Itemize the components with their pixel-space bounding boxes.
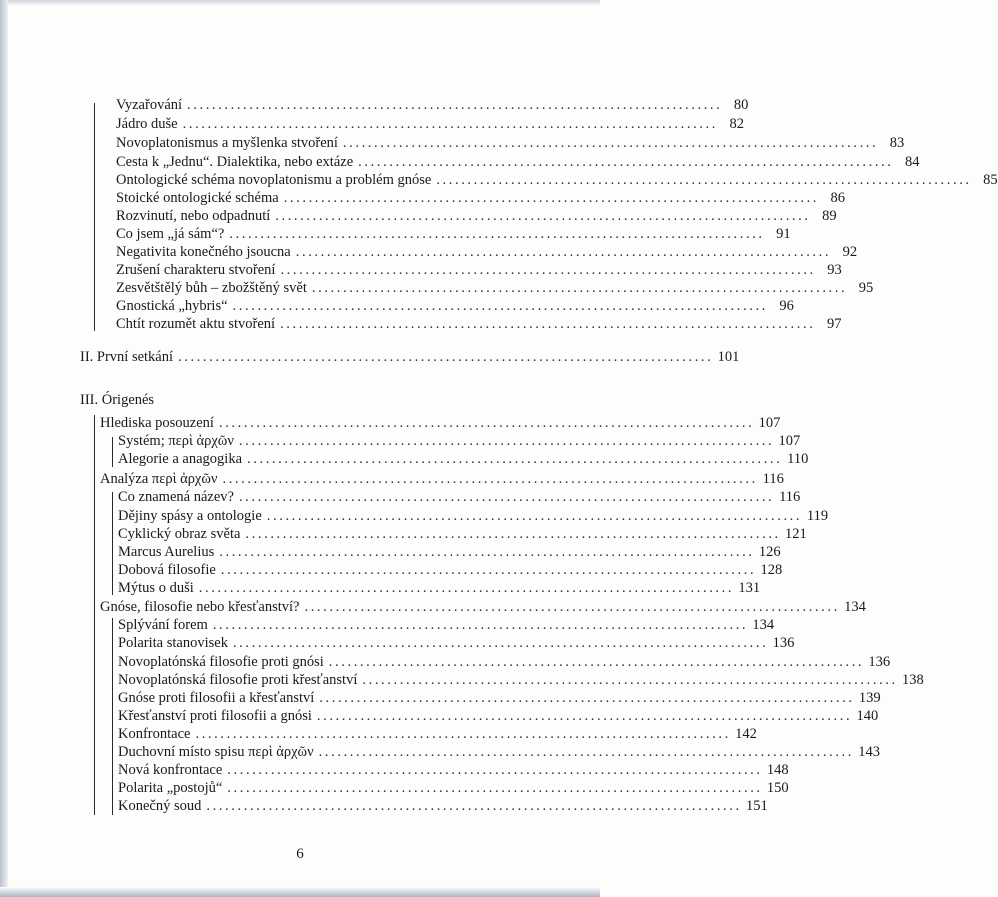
entry-title: Novoplatónská filosofie proti křesťanství bbox=[118, 672, 358, 688]
dot-leader: ...................................................................................... bbox=[238, 433, 775, 449]
dot-leader: ...................................................................................... bbox=[342, 135, 879, 151]
dot-leader: ...................................................................................... bbox=[227, 780, 763, 796]
entry-title: Splývání forem bbox=[118, 617, 208, 633]
dot-leader: ...................................................................................... bbox=[295, 244, 832, 260]
section-bracket-line bbox=[94, 415, 95, 815]
entry-page: 136 bbox=[868, 654, 891, 670]
toc-entry[interactable] bbox=[118, 561, 783, 579]
toc-entry[interactable] bbox=[118, 707, 879, 725]
entry-page: 96 bbox=[779, 298, 794, 314]
dot-leader: ...................................................................................... bbox=[275, 208, 811, 224]
entry-page: 151 bbox=[745, 798, 768, 814]
dot-leader: ...................................................................................... bbox=[219, 544, 755, 560]
toc-entry[interactable] bbox=[116, 134, 905, 152]
entry-page: 89 bbox=[822, 208, 837, 224]
entry-page: 138 bbox=[901, 672, 924, 688]
dot-leader: ...................................................................................... bbox=[436, 172, 972, 188]
dot-leader: ...................................................................................... bbox=[247, 451, 783, 467]
toc-entry[interactable] bbox=[118, 634, 795, 652]
entry-title: Polarita „postojů“ bbox=[118, 780, 223, 796]
toc-entry[interactable] bbox=[116, 207, 837, 225]
entry-title: Ontologické schéma novoplatonismu a problém gnóse bbox=[116, 172, 432, 188]
dot-leader: ...................................................................................... bbox=[232, 298, 768, 314]
dot-leader: ...................................................................................... bbox=[232, 635, 769, 651]
dot-leader: ...................................................................................... bbox=[238, 489, 775, 505]
toc-entry[interactable] bbox=[118, 543, 781, 561]
toc-entry[interactable] bbox=[118, 507, 829, 525]
entry-title: Gnostická „hybris“ bbox=[116, 298, 228, 314]
toc-entry[interactable] bbox=[118, 525, 807, 543]
subsection-bracket-line bbox=[112, 618, 113, 815]
dot-leader: ...................................................................................... bbox=[304, 599, 840, 615]
toc-entry[interactable] bbox=[118, 797, 768, 815]
entry-page: 107 bbox=[758, 415, 781, 431]
entry-title: Co znamená název? bbox=[118, 489, 234, 505]
entry-page: 107 bbox=[778, 433, 801, 449]
toc-entry[interactable] bbox=[118, 761, 789, 779]
entry-title: Gnóse, filosofie nebo křesťanství? bbox=[100, 599, 300, 615]
toc-chapter[interactable] bbox=[80, 348, 740, 366]
toc-entry[interactable] bbox=[116, 297, 794, 315]
entry-title: Nová konfrontace bbox=[118, 762, 223, 778]
entry-page: 119 bbox=[806, 508, 829, 524]
entry-title: Cyklický obraz světa bbox=[118, 526, 241, 542]
toc-entry[interactable] bbox=[118, 725, 757, 743]
toc-section[interactable] bbox=[100, 470, 784, 488]
entry-page: 95 bbox=[858, 280, 874, 296]
toc-entry[interactable] bbox=[118, 579, 761, 597]
entry-title: Zesvětštělý bůh – zbožštěný svět bbox=[116, 280, 307, 296]
entry-page: 93 bbox=[827, 262, 842, 278]
dot-leader: ...................................................................................... bbox=[212, 617, 749, 633]
entry-page: 139 bbox=[858, 690, 881, 706]
entry-page: 91 bbox=[776, 226, 791, 242]
dot-leader: ...................................................................................... bbox=[245, 526, 781, 542]
dot-leader: ...................................................................................... bbox=[280, 262, 816, 278]
entry-page: 150 bbox=[766, 780, 789, 796]
entry-title: Alegorie a anagogika bbox=[118, 451, 243, 467]
entry-page: 134 bbox=[752, 617, 775, 633]
dot-leader: ...................................................................................... bbox=[318, 744, 855, 760]
toc-section[interactable] bbox=[100, 414, 781, 432]
entry-page: 128 bbox=[760, 562, 783, 578]
entry-title: Hlediska posouzení bbox=[100, 415, 214, 431]
dot-leader: ...................................................................................... bbox=[362, 672, 898, 688]
dot-leader: ...................................................................................... bbox=[229, 226, 765, 242]
toc-entry[interactable] bbox=[116, 315, 842, 333]
entry-page: 140 bbox=[856, 708, 879, 724]
entry-title: Mýtus o duši bbox=[118, 580, 194, 596]
entry-title: Novoplatónská filosofie proti gnósi bbox=[118, 654, 324, 670]
entry-page: 126 bbox=[758, 544, 781, 560]
toc-entry[interactable] bbox=[116, 225, 791, 243]
entry-title: Dějiny spásy a ontologie bbox=[118, 508, 262, 524]
entry-title: Negativita konečného jsoucna bbox=[116, 244, 291, 260]
toc-entry[interactable] bbox=[118, 488, 801, 506]
subsection-bracket-line bbox=[112, 437, 113, 467]
dot-leader: ...................................................................................... bbox=[280, 316, 816, 332]
dot-leader: ...................................................................................... bbox=[311, 280, 848, 296]
toc-entry[interactable] bbox=[116, 189, 846, 207]
dot-leader: ...................................................................................... bbox=[222, 471, 758, 487]
section-bracket-line bbox=[94, 103, 95, 331]
chapter-title: III. Órigenés bbox=[80, 392, 155, 408]
entry-title: Křesťanství proti filosofii a gnósi bbox=[118, 708, 312, 724]
entry-page: 148 bbox=[766, 762, 789, 778]
entry-page: 116 bbox=[762, 471, 784, 487]
dot-leader: ...................................................................................... bbox=[182, 116, 718, 132]
dot-leader: ...................................................................................... bbox=[316, 708, 853, 724]
entry-page: 82 bbox=[729, 116, 744, 132]
entry-page: 121 bbox=[785, 526, 807, 542]
entry-page: 116 bbox=[779, 489, 801, 505]
toc-entry[interactable] bbox=[118, 743, 881, 761]
entry-title: Analýza περὶ ἀρχῶν bbox=[100, 471, 218, 487]
entry-page: 85 bbox=[983, 172, 998, 188]
toc-entry[interactable] bbox=[118, 779, 789, 797]
entry-title: Stoické ontologické schéma bbox=[116, 190, 279, 206]
dot-leader: ...................................................................................... bbox=[178, 349, 714, 365]
dot-leader: ...................................................................................... bbox=[220, 562, 757, 578]
entry-page: 83 bbox=[889, 135, 905, 151]
toc-entry[interactable] bbox=[116, 261, 842, 279]
toc-entry[interactable] bbox=[116, 279, 874, 297]
dot-leader: ...................................................................................... bbox=[198, 580, 735, 596]
chapter-page: 101 bbox=[717, 349, 740, 365]
entry-page: 134 bbox=[844, 599, 866, 615]
dot-leader: ...................................................................................... bbox=[218, 415, 755, 431]
page-number: 6 bbox=[296, 846, 304, 862]
entry-page: 86 bbox=[830, 190, 846, 206]
dot-leader: ...................................................................................... bbox=[206, 798, 742, 814]
toc-entry[interactable] bbox=[118, 616, 775, 634]
toc-entry[interactable] bbox=[116, 96, 749, 114]
dot-leader: ...................................................................................... bbox=[283, 190, 820, 206]
dot-leader: ...................................................................................... bbox=[319, 690, 855, 706]
chapter-title: II. První setkání bbox=[80, 349, 174, 365]
toc-entry[interactable] bbox=[118, 432, 801, 450]
entry-page: 84 bbox=[905, 154, 920, 170]
entry-title: Dobová filosofie bbox=[118, 562, 216, 578]
toc-entry[interactable] bbox=[118, 689, 881, 707]
entry-page: 110 bbox=[787, 451, 809, 467]
subsection-bracket-line bbox=[112, 492, 113, 595]
entry-page: 97 bbox=[826, 316, 842, 332]
toc-entry[interactable] bbox=[118, 450, 809, 468]
entry-page: 80 bbox=[733, 97, 749, 113]
dot-leader: ...................................................................................... bbox=[358, 154, 894, 170]
entry-title: Zrušení charakteru stvoření bbox=[116, 262, 276, 278]
toc-entry[interactable] bbox=[116, 243, 858, 261]
entry-title: Konfrontace bbox=[118, 726, 191, 742]
entry-title: Cesta k „Jednu“. Dialektika, nebo extáze bbox=[116, 154, 354, 170]
entry-title: Duchovní místo spisu περὶ ἀρχῶν bbox=[118, 744, 314, 760]
toc-entry[interactable] bbox=[116, 115, 744, 133]
entry-page: 92 bbox=[842, 244, 858, 260]
entry-title: Polarita stanovisek bbox=[118, 635, 228, 651]
entry-title: Chtít rozumět aktu stvoření bbox=[116, 316, 276, 332]
dot-leader: ...................................................................................... bbox=[195, 726, 731, 742]
entry-page: 143 bbox=[858, 744, 881, 760]
dot-leader: ...................................................................................... bbox=[266, 508, 803, 524]
entry-title: Co jsem „já sám“? bbox=[116, 226, 225, 242]
toc-entry[interactable] bbox=[118, 653, 891, 671]
dot-leader: ...................................................................................... bbox=[227, 762, 763, 778]
toc-entry[interactable] bbox=[118, 671, 924, 689]
entry-title: Gnóse proti filosofii a křesťanství bbox=[118, 690, 315, 706]
entry-page: 131 bbox=[738, 580, 761, 596]
entry-title: Konečný soud bbox=[118, 798, 202, 814]
entry-page: 136 bbox=[772, 635, 795, 651]
toc-section[interactable] bbox=[100, 598, 866, 616]
entry-title: Systém; περὶ ἀρχῶν bbox=[118, 433, 234, 449]
toc-chapter-heading[interactable] bbox=[80, 391, 154, 409]
dot-leader: ...................................................................................... bbox=[187, 97, 723, 113]
toc-entry[interactable] bbox=[116, 153, 920, 171]
entry-title: Jádro duše bbox=[116, 116, 178, 132]
entry-title: Rozvinutí, nebo odpadnutí bbox=[116, 208, 271, 224]
entry-title: Marcus Aurelius bbox=[118, 544, 215, 560]
entry-page: 142 bbox=[735, 726, 757, 742]
toc-entry[interactable] bbox=[116, 171, 998, 189]
dot-leader: ...................................................................................... bbox=[328, 654, 865, 670]
entry-title: Novoplatonismus a myšlenka stvoření bbox=[116, 135, 338, 151]
entry-title: Vyzařování bbox=[116, 97, 183, 113]
